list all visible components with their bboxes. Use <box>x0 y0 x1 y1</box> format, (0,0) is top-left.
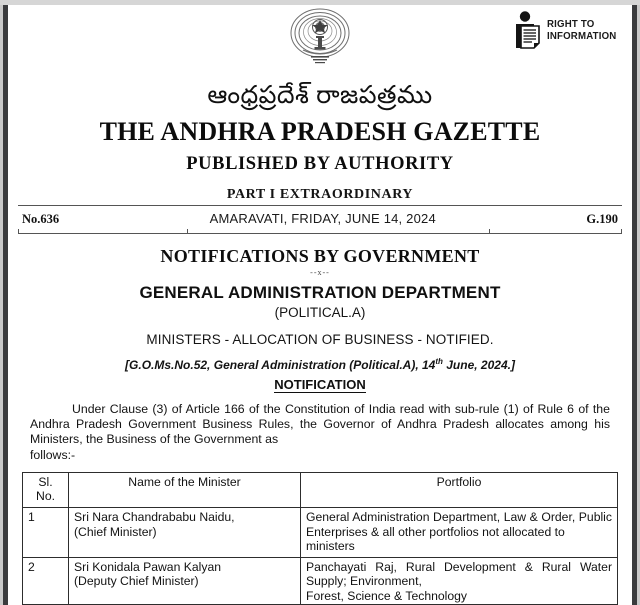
department-subheading: (POLITICAL.A) <box>274 305 366 320</box>
subject-line: MINISTERS - ALLOCATION OF BUSINESS - NOTIFIED. <box>146 332 494 347</box>
minister-designation: (Deputy Chief Minister) <box>74 574 199 589</box>
column-header-sl-no-line1: Sl. <box>38 474 53 489</box>
scan-edge-right <box>632 0 637 605</box>
notifications-by-government-heading: NOTIFICATIONS BY GOVERNMENT <box>160 246 480 266</box>
portfolio-text: Panchayati Raj, Rural Development & Rural Water Supply; Environment, <box>306 559 612 589</box>
body-paragraph-tail: follows:- <box>30 447 76 462</box>
go-reference-ordinal: th <box>435 357 443 366</box>
portfolio-text-last: ministers <box>306 539 355 554</box>
place-and-date: AMARAVATI, FRIDAY, JUNE 14, 2024 <box>209 211 436 226</box>
telugu-gazette-title: ఆంధ్రప్రదేశ్ రాజపత్రము <box>207 82 433 109</box>
page-content <box>8 5 632 605</box>
go-reference-suffix: June, 2024.] <box>442 358 515 372</box>
column-header-portfolio: Portfolio <box>301 472 618 507</box>
section-separator: --x-- <box>310 268 330 277</box>
row-minister-name <box>69 557 301 604</box>
column-header-sl-no-line2: No. <box>36 489 55 504</box>
minister-name-line1: Sri Nara Chandrababu Naidu, <box>74 510 235 524</box>
minister-allocation-table <box>22 472 618 605</box>
state-emblem-icon <box>289 6 351 68</box>
minister-designation: (Chief Minister) <box>74 524 157 539</box>
table-header-row <box>23 472 618 507</box>
gazette-number: G.190 <box>586 212 618 226</box>
column-header-sl-no <box>23 472 69 507</box>
rti-person-document-icon <box>513 11 543 49</box>
rti-label <box>547 18 616 42</box>
rti-label-line1: RIGHT TO <box>546 18 594 30</box>
notification-heading <box>8 377 632 392</box>
row-portfolio <box>301 557 618 604</box>
table-row <box>23 557 618 604</box>
department-heading: GENERAL ADMINISTRATION DEPARTMENT <box>139 283 501 302</box>
notification-heading-text: NOTIFICATION <box>274 377 366 392</box>
issue-number: No.636 <box>22 212 60 226</box>
masthead <box>8 5 632 73</box>
column-header-name: Name of the Minister <box>69 472 301 507</box>
portfolio-text: General Administration Department, Law & Order, Public Enterprises & all other portfolios not allocated to <box>306 510 612 539</box>
notification-body <box>30 402 610 463</box>
go-reference-prefix: [G.O.Ms.No.52, General Administration (Political.A), 14 <box>125 358 436 372</box>
row-sl-no: 1 <box>23 508 69 558</box>
issue-row <box>22 211 618 227</box>
table-row <box>23 508 618 558</box>
row-portfolio <box>301 508 618 558</box>
published-by-authority: PUBLISHED BY AUTHORITY <box>186 154 454 174</box>
part-rule <box>18 205 622 206</box>
government-order-reference <box>8 357 632 372</box>
portfolio-text-last: Forest, Science & Technology <box>306 588 468 603</box>
issue-rule <box>18 233 622 234</box>
row-sl-no: 2 <box>23 557 69 604</box>
body-paragraph-text: Under Clause (3) of Article 166 of the Constitution of India read with sub-rule (1) of Rule 6 of the Andhra Pradesh Government Business Rules, the Governor of Andhra Pradesh allocates among his Ministers, the Business of the Government as <box>30 402 610 447</box>
part-label: PART I EXTRAORDINARY <box>226 187 414 202</box>
rti-label-line2: INFORMATION <box>546 30 616 42</box>
row-minister-name <box>69 508 301 558</box>
minister-name-line1: Sri Konidala Pawan Kalyan <box>74 559 222 574</box>
gazette-title: THE ANDHRA PRADESH GAZETTE <box>99 117 541 146</box>
right-to-information-logo <box>513 11 623 49</box>
